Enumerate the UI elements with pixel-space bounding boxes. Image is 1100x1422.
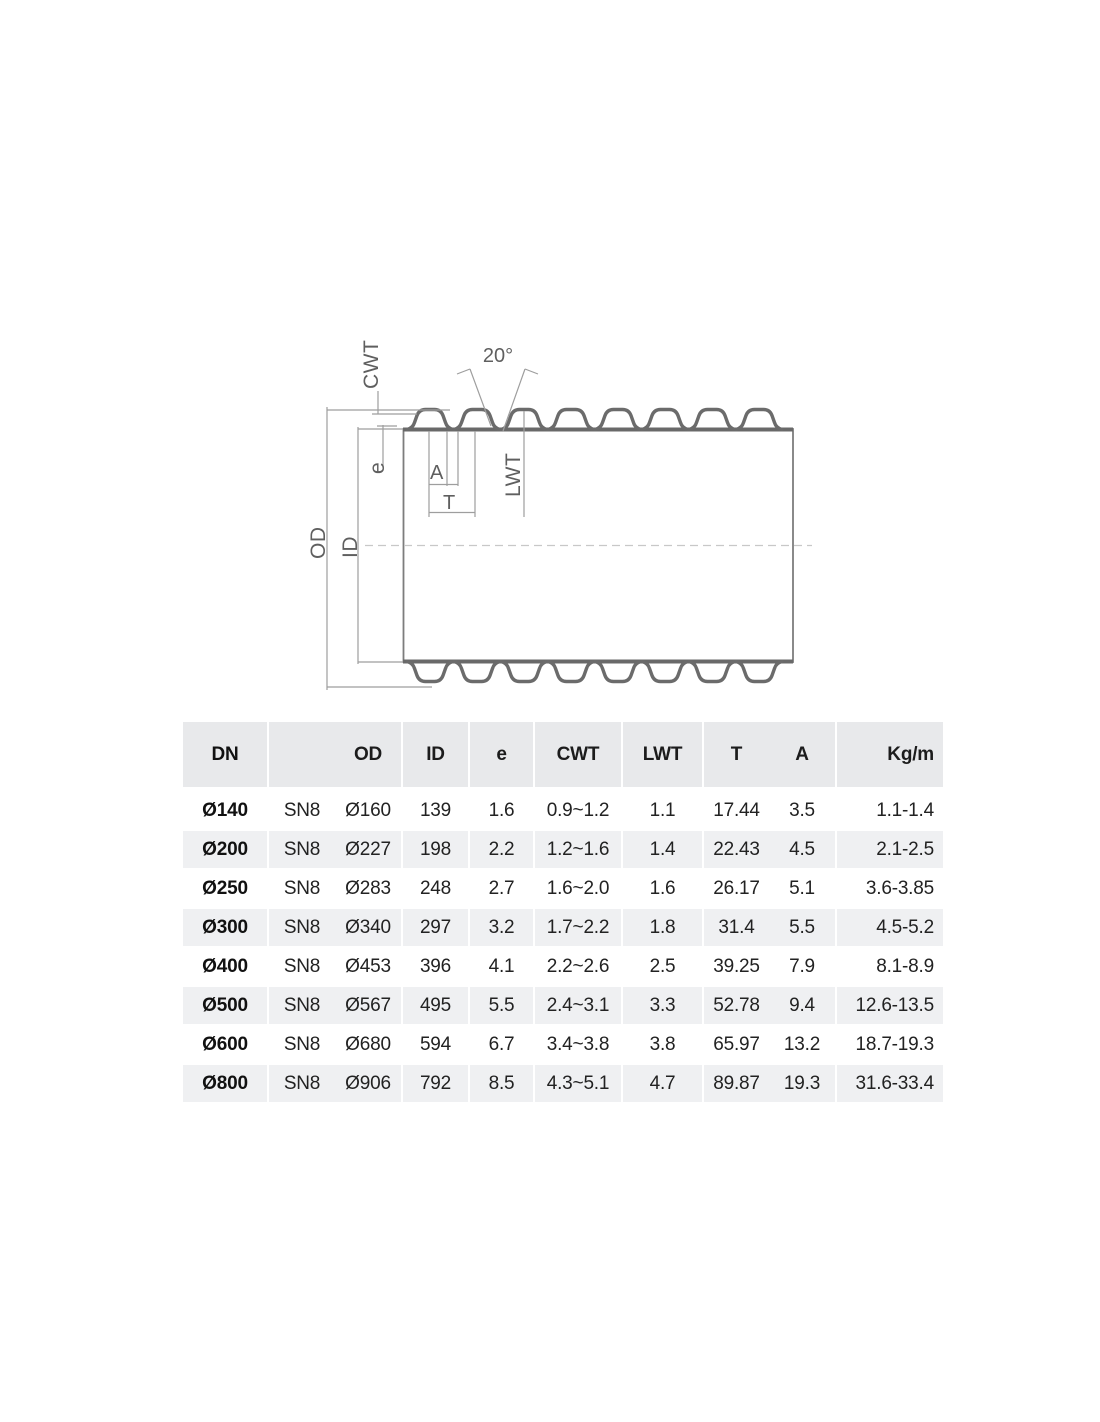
corrugation-hump — [736, 662, 782, 682]
cell-t: 52.78 — [702, 985, 769, 1024]
a-label: A — [430, 462, 444, 484]
cell-id: 594 — [401, 1024, 468, 1063]
cell-a: 7.9 — [769, 946, 835, 985]
cell-dn: Ø400 — [183, 946, 267, 985]
lwt-label: LWT — [502, 452, 525, 497]
cell-kgm: 3.6-3.85 — [835, 868, 943, 907]
cell-sn: SN8 — [267, 790, 335, 829]
cell-od: Ø453 — [335, 946, 401, 985]
cell-t: 65.97 — [702, 1024, 769, 1063]
cell-a: 5.1 — [769, 868, 835, 907]
cell-id: 248 — [401, 868, 468, 907]
cell-e: 6.7 — [468, 1024, 533, 1063]
e-label: e — [366, 461, 389, 474]
cell-t: 89.87 — [702, 1063, 769, 1102]
od-label: OD — [307, 526, 330, 559]
pipe-diagram-svg — [300, 330, 830, 710]
table-row — [183, 868, 943, 907]
cell-kgm: 8.1-8.9 — [835, 946, 943, 985]
cell-lwt: 1.8 — [621, 907, 702, 946]
cell-a: 19.3 — [769, 1063, 835, 1102]
table-row — [183, 907, 943, 946]
cell-a: 13.2 — [769, 1024, 835, 1063]
id-label: ID — [339, 536, 362, 558]
cell-e: 5.5 — [468, 985, 533, 1024]
column-header-lwt: LWT — [621, 722, 702, 790]
cell-od: Ø567 — [335, 985, 401, 1024]
cell-dn: Ø500 — [183, 985, 267, 1024]
cell-e: 1.6 — [468, 790, 533, 829]
corrugation-hump — [548, 662, 594, 682]
column-header-kgm: Kg/m — [835, 722, 943, 790]
cell-cwt: 1.2~1.6 — [533, 829, 621, 868]
angle-dimension-lines — [457, 369, 538, 431]
corrugation-hump — [595, 662, 641, 682]
cell-lwt: 1.1 — [621, 790, 702, 829]
table-row — [183, 1024, 943, 1063]
cell-cwt: 2.2~2.6 — [533, 946, 621, 985]
pipe-cross-section-diagram — [300, 330, 830, 710]
corrugation-hump — [642, 662, 688, 682]
cell-sn: SN8 — [267, 1024, 335, 1063]
cell-kgm: 18.7-19.3 — [835, 1024, 943, 1063]
cell-id: 139 — [401, 790, 468, 829]
table-row — [183, 790, 943, 829]
column-header-dn: DN — [183, 722, 267, 790]
cell-t: 22.43 — [702, 829, 769, 868]
cell-kgm: 2.1-2.5 — [835, 829, 943, 868]
corrugation-hump — [736, 410, 782, 430]
cell-od: Ø680 — [335, 1024, 401, 1063]
cell-od: Ø906 — [335, 1063, 401, 1102]
column-header-e: e — [468, 722, 533, 790]
cell-sn: SN8 — [267, 907, 335, 946]
cell-e: 4.1 — [468, 946, 533, 985]
corrugation-hump — [407, 410, 453, 430]
cell-t: 31.4 — [702, 907, 769, 946]
cell-cwt: 3.4~3.8 — [533, 1024, 621, 1063]
cell-sn: SN8 — [267, 868, 335, 907]
cell-a: 4.5 — [769, 829, 835, 868]
corrugation-hump — [407, 662, 453, 682]
cell-kgm: 4.5-5.2 — [835, 907, 943, 946]
cell-t: 17.44 — [702, 790, 769, 829]
cell-e: 8.5 — [468, 1063, 533, 1102]
angle-label: 20° — [482, 345, 514, 367]
cell-dn: Ø800 — [183, 1063, 267, 1102]
table-row — [183, 829, 943, 868]
corrugation-hump — [689, 410, 735, 430]
cell-sn: SN8 — [267, 946, 335, 985]
cell-a: 5.5 — [769, 907, 835, 946]
corrugation-hump — [548, 410, 594, 430]
corrugation-hump — [689, 662, 735, 682]
cell-od: Ø340 — [335, 907, 401, 946]
cell-cwt: 1.6~2.0 — [533, 868, 621, 907]
cell-od: Ø160 — [335, 790, 401, 829]
column-header-od: OD — [335, 722, 401, 790]
cell-kgm: 31.6-33.4 — [835, 1063, 943, 1102]
corrugation-hump — [454, 662, 500, 682]
cell-lwt: 3.3 — [621, 985, 702, 1024]
cwt-label: CWT — [360, 339, 383, 389]
cell-a: 3.5 — [769, 790, 835, 829]
cell-lwt: 1.4 — [621, 829, 702, 868]
table-row — [183, 1063, 943, 1102]
cell-a: 9.4 — [769, 985, 835, 1024]
cell-id: 396 — [401, 946, 468, 985]
column-header-a: A — [769, 722, 835, 790]
cell-cwt: 1.7~2.2 — [533, 907, 621, 946]
cell-lwt: 4.7 — [621, 1063, 702, 1102]
cell-cwt: 0.9~1.2 — [533, 790, 621, 829]
cell-kgm: 12.6-13.5 — [835, 985, 943, 1024]
top-corrugations — [407, 410, 782, 430]
cell-od: Ø227 — [335, 829, 401, 868]
corrugation-hump — [642, 410, 688, 430]
spec-table — [183, 722, 943, 1102]
table-row — [183, 985, 943, 1024]
cell-sn: SN8 — [267, 985, 335, 1024]
cell-dn: Ø600 — [183, 1024, 267, 1063]
corrugation-hump — [454, 410, 500, 430]
cell-cwt: 2.4~3.1 — [533, 985, 621, 1024]
column-header-id: ID — [401, 722, 468, 790]
table-row — [183, 946, 943, 985]
cell-e: 2.2 — [468, 829, 533, 868]
cell-lwt: 1.6 — [621, 868, 702, 907]
t-label: T — [443, 492, 456, 514]
cell-id: 198 — [401, 829, 468, 868]
cell-dn: Ø200 — [183, 829, 267, 868]
header-row — [183, 722, 943, 790]
column-header-cwt: CWT — [533, 722, 621, 790]
cell-id: 495 — [401, 985, 468, 1024]
cell-dn: Ø300 — [183, 907, 267, 946]
cell-lwt: 3.8 — [621, 1024, 702, 1063]
cell-sn: SN8 — [267, 829, 335, 868]
column-header-sn — [267, 722, 335, 790]
corrugation-hump — [501, 662, 547, 682]
cell-cwt: 4.3~5.1 — [533, 1063, 621, 1102]
cell-t: 26.17 — [702, 868, 769, 907]
cell-id: 792 — [401, 1063, 468, 1102]
cell-e: 3.2 — [468, 907, 533, 946]
cell-lwt: 2.5 — [621, 946, 702, 985]
cell-e: 2.7 — [468, 868, 533, 907]
cell-od: Ø283 — [335, 868, 401, 907]
cell-t: 39.25 — [702, 946, 769, 985]
cell-dn: Ø140 — [183, 790, 267, 829]
corrugation-hump — [595, 410, 641, 430]
bottom-corrugations — [407, 662, 782, 682]
cell-kgm: 1.1-1.4 — [835, 790, 943, 829]
cell-sn: SN8 — [267, 1063, 335, 1102]
column-header-t: T — [702, 722, 769, 790]
cell-id: 297 — [401, 907, 468, 946]
cell-dn: Ø250 — [183, 868, 267, 907]
